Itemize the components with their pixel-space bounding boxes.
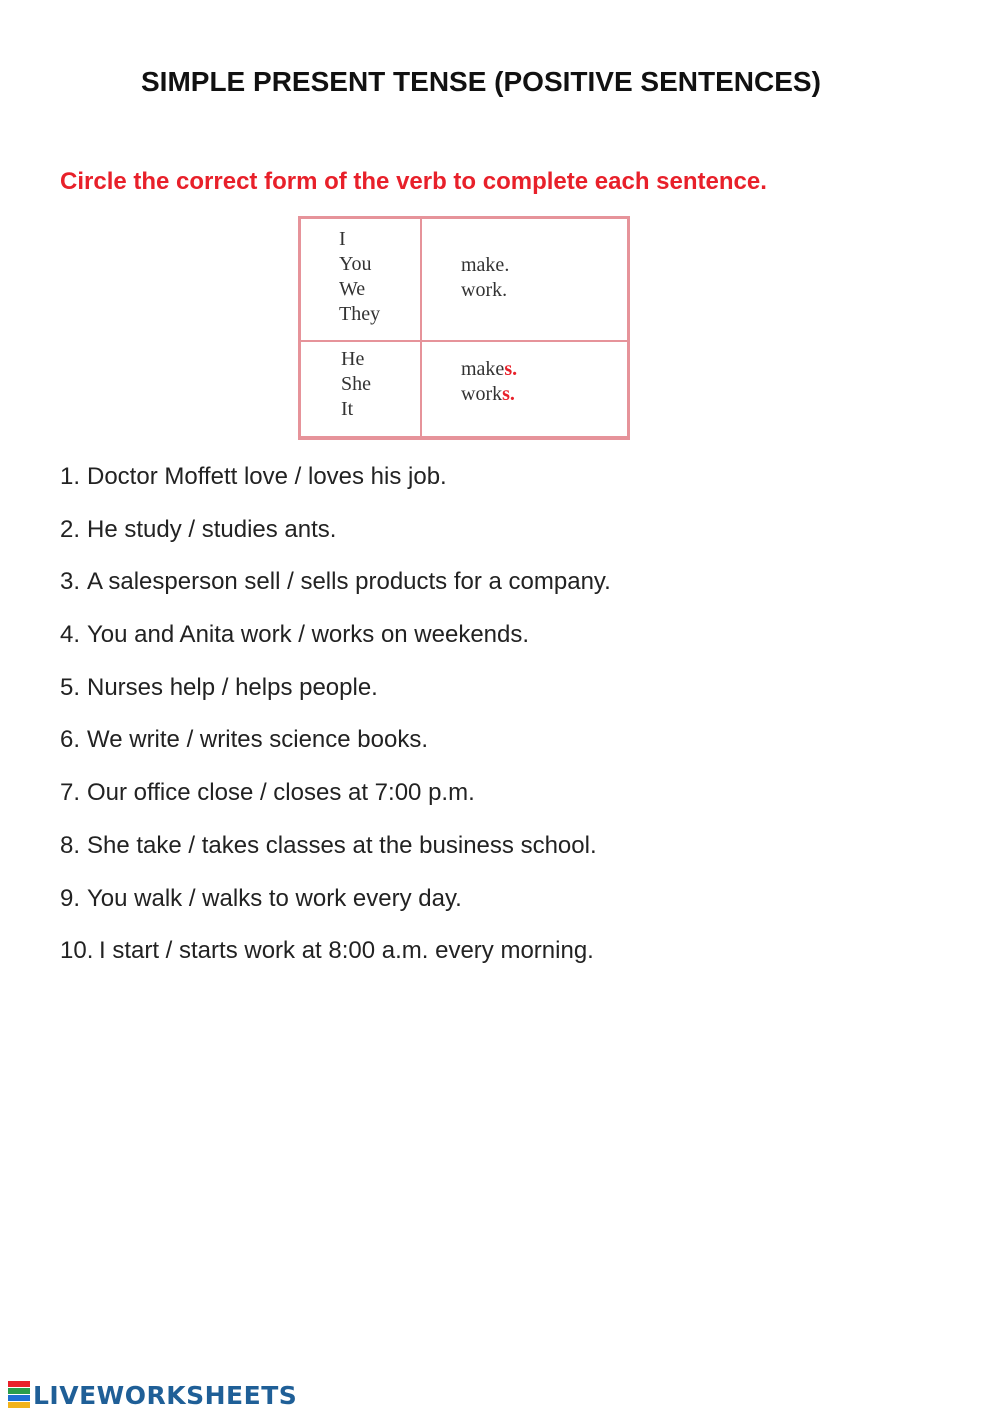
logo-stripe bbox=[8, 1388, 30, 1394]
exercise-sentence: I start / starts work at 8:00 a.m. every morning. bbox=[99, 937, 594, 965]
exercise-list bbox=[60, 462, 611, 989]
exercise-item[interactable] bbox=[60, 620, 611, 673]
logo-stripe bbox=[8, 1381, 30, 1387]
worksheet-title: SIMPLE PRESENT TENSE (POSITIVE SENTENCES) bbox=[141, 66, 821, 97]
pronoun: They bbox=[339, 303, 381, 325]
pronoun: You bbox=[339, 253, 372, 275]
exercise-item[interactable] bbox=[60, 778, 611, 831]
instruction-text: Circle the correct form of the verb to complete each sentence. bbox=[60, 168, 767, 195]
exercise-item[interactable] bbox=[60, 462, 611, 515]
exercise-sentence: She take / takes classes at the business school. bbox=[87, 831, 597, 859]
pronoun: She bbox=[341, 373, 371, 395]
verb-form: work. bbox=[461, 279, 508, 301]
pronoun: He bbox=[341, 348, 365, 370]
logo-stripe bbox=[8, 1395, 30, 1401]
exercise-sentence: We write / writes science books. bbox=[87, 726, 429, 754]
verb-suffix: s bbox=[502, 383, 510, 405]
exercise-number: 7. bbox=[60, 779, 81, 807]
exercise-item[interactable] bbox=[60, 936, 611, 989]
exercise-item[interactable] bbox=[60, 515, 611, 568]
exercise-sentence: Nurses help / helps people. bbox=[87, 673, 378, 701]
pronoun: It bbox=[341, 398, 354, 420]
liveworksheets-logo-icon bbox=[8, 1381, 30, 1409]
exercise-sentence: You walk / walks to work every day. bbox=[87, 884, 462, 912]
exercise-number: 5. bbox=[60, 673, 81, 701]
exercise-item[interactable] bbox=[60, 884, 611, 937]
exercise-sentence: A salesperson sell / sells products for a company. bbox=[87, 568, 611, 596]
exercise-item[interactable] bbox=[60, 567, 611, 620]
liveworksheets-logo bbox=[8, 1380, 297, 1410]
exercise-number: 6. bbox=[60, 726, 81, 754]
exercise-item[interactable] bbox=[60, 725, 611, 778]
pronoun: I bbox=[339, 228, 346, 250]
exercise-number: 3. bbox=[60, 568, 81, 596]
exercise-item[interactable] bbox=[60, 673, 611, 726]
exercise-sentence: He study / studies ants. bbox=[87, 515, 337, 543]
table-divider-vertical bbox=[420, 219, 422, 436]
exercise-number: 10. bbox=[60, 937, 94, 965]
logo-text: LIVEWORKSHEETS bbox=[33, 1380, 298, 1410]
table-divider-horizontal bbox=[301, 340, 627, 342]
pronoun: We bbox=[339, 278, 366, 300]
logo-stripe bbox=[8, 1402, 30, 1408]
exercise-sentence: Our office close / closes at 7:00 p.m. bbox=[87, 779, 475, 807]
exercise-number: 1. bbox=[60, 463, 81, 490]
verb-form: make. bbox=[461, 254, 510, 276]
exercise-number: 2. bbox=[60, 515, 81, 543]
verb-form: makes. bbox=[461, 358, 518, 380]
grammar-table bbox=[298, 216, 630, 440]
verb-cell-base bbox=[461, 253, 509, 303]
exercise-number: 8. bbox=[60, 831, 81, 859]
exercise-sentence: Doctor Moffett love / loves his job. bbox=[87, 463, 447, 490]
exercise-number: 4. bbox=[60, 621, 81, 649]
exercise-item[interactable] bbox=[60, 831, 611, 884]
verb-suffix: s bbox=[504, 358, 513, 380]
verb-cell-s-form bbox=[461, 357, 517, 407]
exercise-sentence: You and Anita work / works on weekends. bbox=[87, 621, 530, 649]
pronoun-cell-third-person bbox=[341, 347, 371, 422]
pronoun-cell-plural bbox=[339, 227, 380, 327]
verb-form: works. bbox=[461, 383, 515, 405]
exercise-number: 9. bbox=[60, 884, 81, 912]
